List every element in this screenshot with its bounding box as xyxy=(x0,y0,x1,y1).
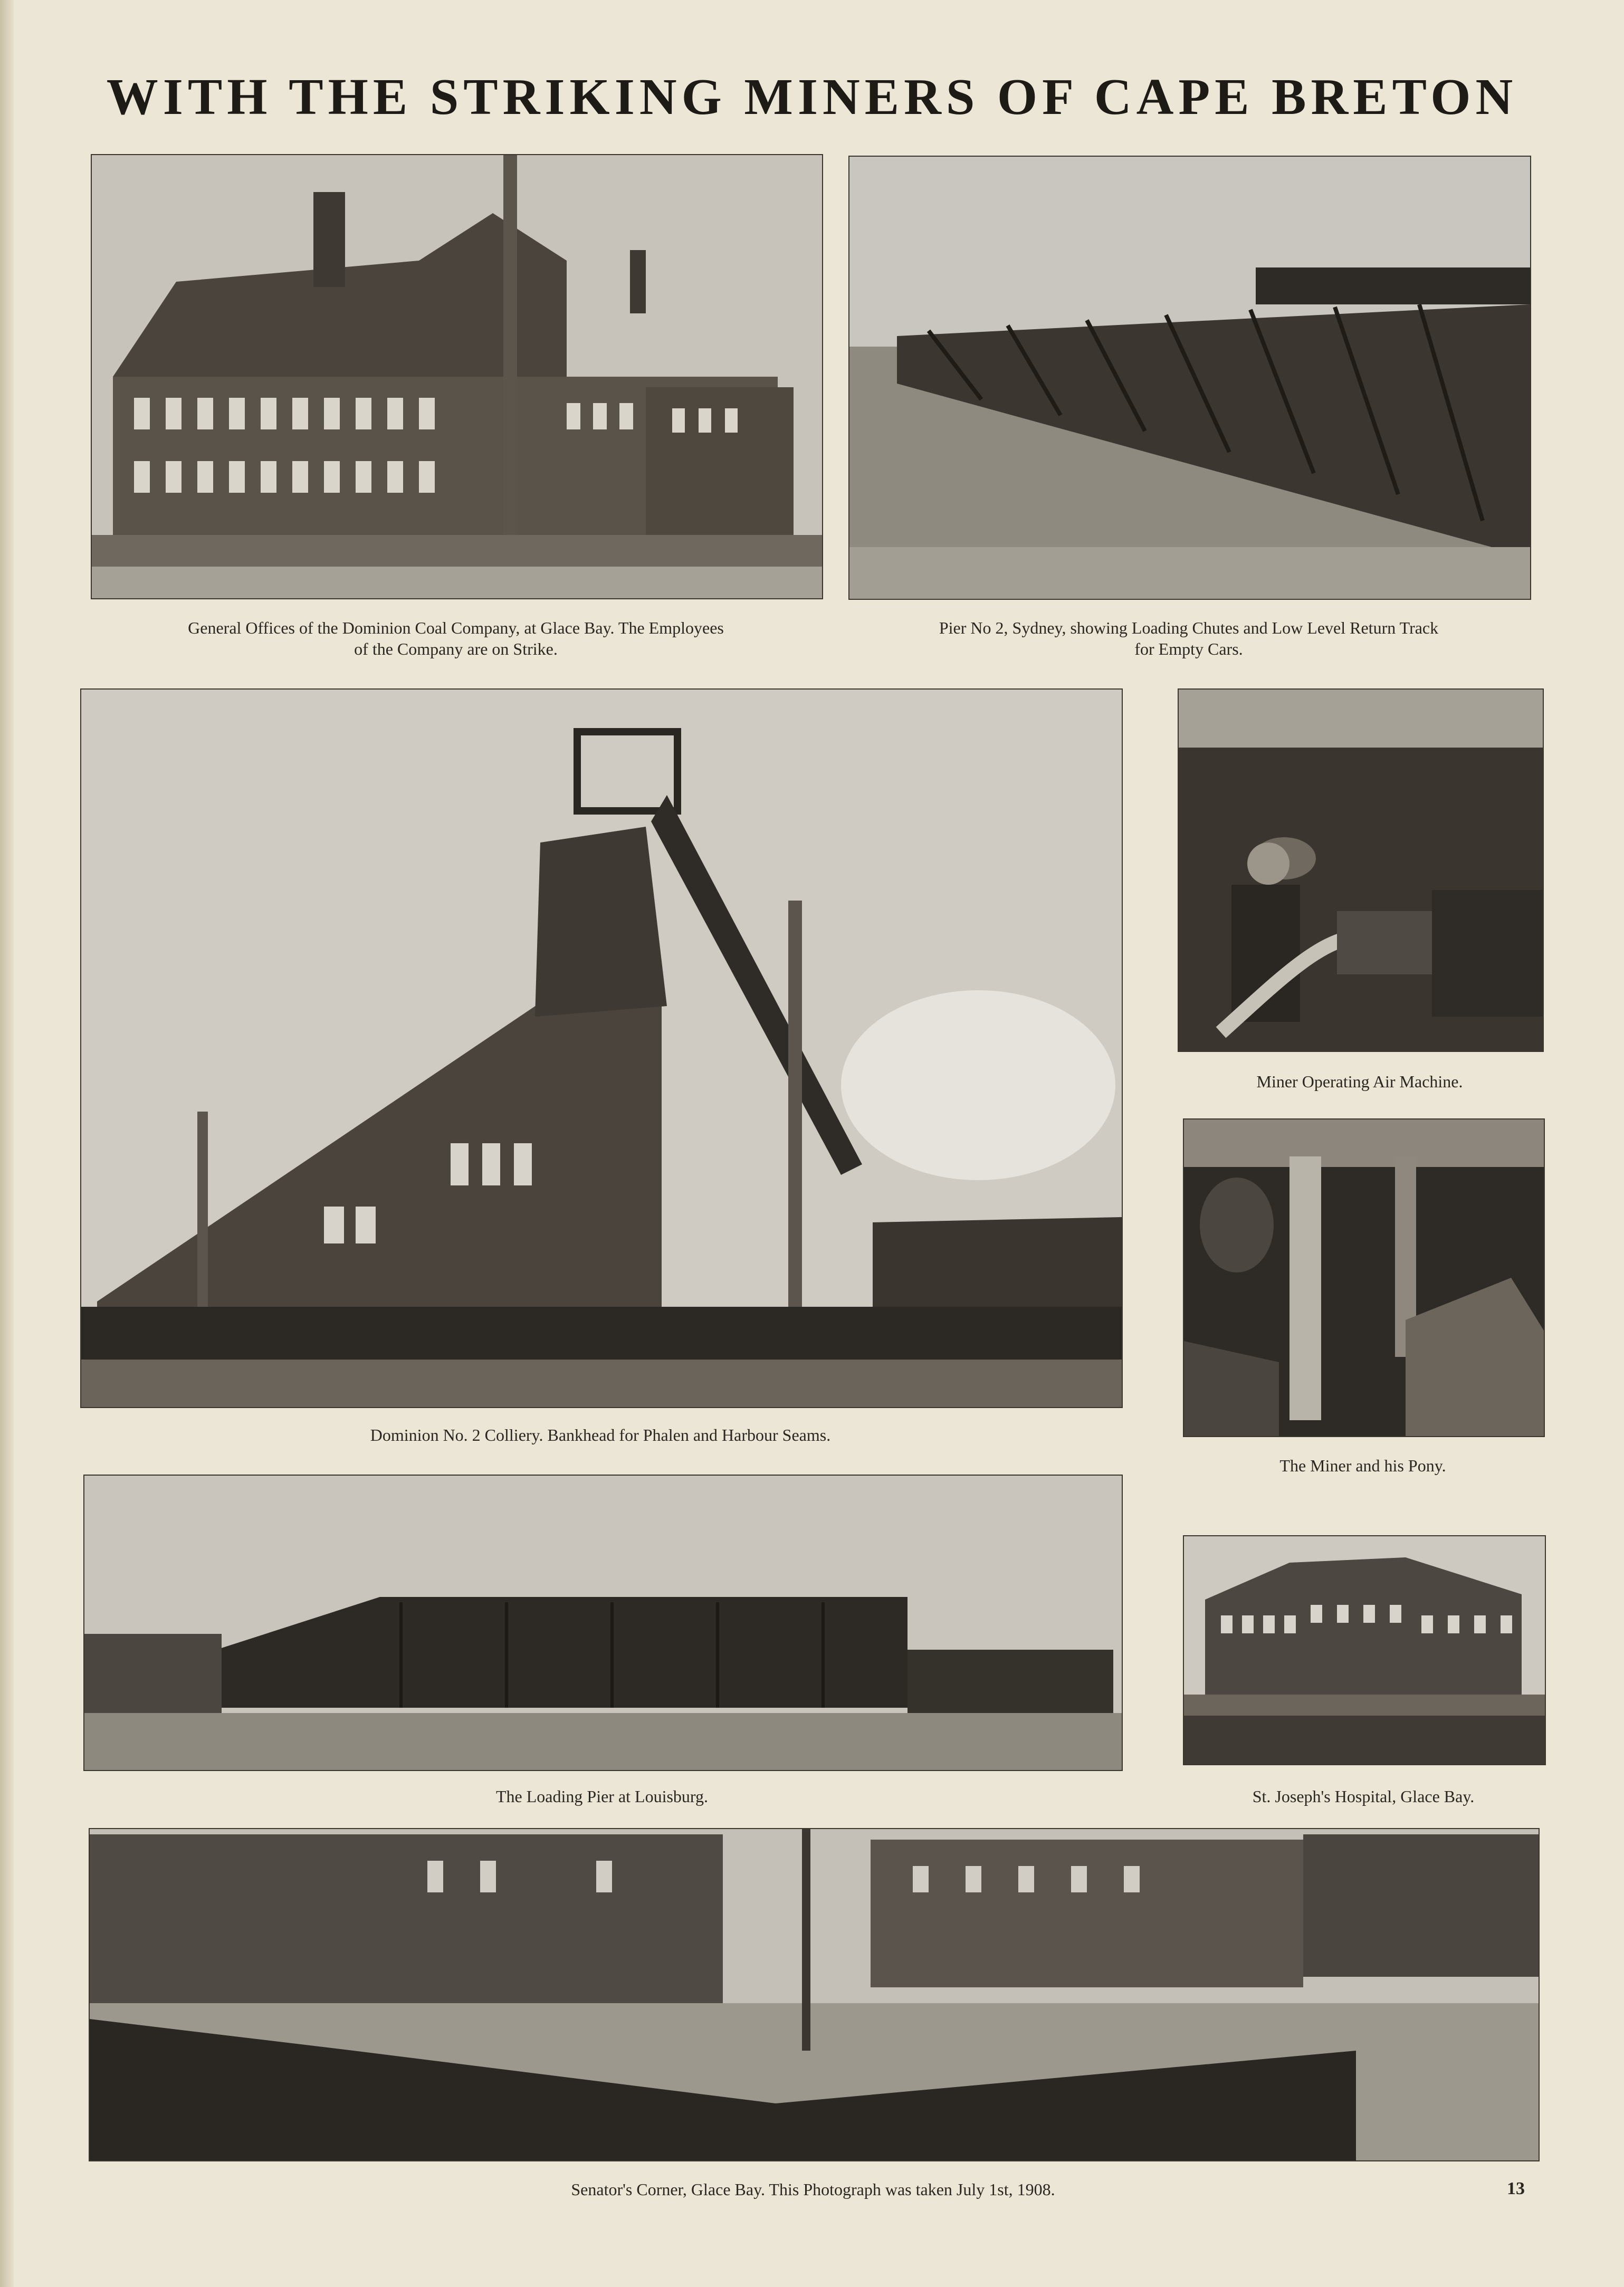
air-machine-illustration xyxy=(1179,690,1543,1051)
pier-illustration xyxy=(849,157,1530,599)
photo-louisburg-pier xyxy=(83,1475,1123,1771)
caption-louisburg-pier: The Loading Pier at Louisburg. xyxy=(496,1787,708,1806)
caption-general-offices xyxy=(91,617,821,659)
photo-miner-air-machine xyxy=(1178,688,1544,1052)
page-title: WITH THE STRIKING MINERS OF CAPE BRETON xyxy=(106,69,1518,126)
colliery-illustration xyxy=(81,690,1122,1407)
photo-miner-pony xyxy=(1183,1118,1545,1437)
photo-general-offices xyxy=(91,154,823,599)
caption-general-offices-line2: of the Company are on Strike. xyxy=(354,639,558,658)
office-building-illustration xyxy=(92,155,822,598)
louisburg-pier-illustration xyxy=(84,1476,1122,1770)
photo-pier-sydney xyxy=(848,156,1531,600)
caption-dominion-colliery: Dominion No. 2 Colliery. Bankhead for Phalen and Harbour Seams. xyxy=(370,1425,831,1444)
photo-senators-corner xyxy=(89,1828,1540,2161)
caption-pier-sydney-line1: Pier No 2, Sydney, showing Loading Chutes and Low Level Return Track xyxy=(939,618,1439,637)
caption-pier-sydney xyxy=(848,617,1529,659)
page-number: 13 xyxy=(1507,2179,1525,2198)
caption-st-josephs-hospital: St. Joseph's Hospital, Glace Bay. xyxy=(1252,1787,1475,1806)
caption-general-offices-line1: General Offices of the Dominion Coal Company, at Glace Bay. The Employees xyxy=(188,618,724,637)
caption-miner-air-machine: Miner Operating Air Machine. xyxy=(1256,1072,1463,1091)
caption-pier-sydney-line2: for Empty Cars. xyxy=(1134,639,1243,658)
hospital-illustration xyxy=(1184,1536,1545,1764)
caption-senators-corner: Senator's Corner, Glace Bay. This Photograph was taken July 1st, 1908. xyxy=(571,2180,1055,2199)
miner-pony-illustration xyxy=(1184,1119,1544,1436)
senators-corner-illustration xyxy=(90,1829,1539,2160)
page-binding-edge xyxy=(0,0,14,2287)
photo-st-josephs-hospital xyxy=(1183,1535,1546,1765)
caption-miner-pony: The Miner and his Pony. xyxy=(1279,1456,1446,1475)
photo-dominion-colliery xyxy=(80,688,1123,1408)
